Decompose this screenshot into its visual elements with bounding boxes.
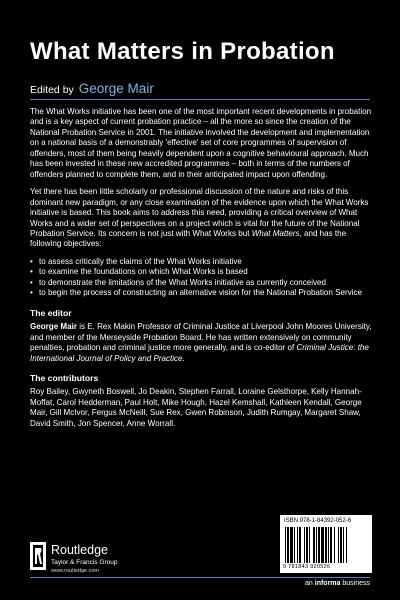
barcode-bars-icon xyxy=(285,527,367,563)
objective-text: to begin the process of constructing an alternative vision for the National Probation Service xyxy=(39,288,362,298)
bullet-icon: • xyxy=(30,277,33,287)
what-matters-italic: What Matters xyxy=(251,228,300,238)
objectives-list xyxy=(30,257,375,299)
routledge-logo-icon xyxy=(30,542,46,575)
informa-name: informa xyxy=(314,580,341,587)
barcode-digits: 9 781843 920526 xyxy=(283,564,331,570)
editor-bio-name: George Mair xyxy=(30,322,77,332)
editor-heading: The editor xyxy=(30,307,72,318)
top-divider xyxy=(30,99,370,100)
objective-text: to examine the foundations on which What Works is based xyxy=(39,267,248,277)
contributors-heading: The contributors xyxy=(30,372,99,383)
editor-bio-text: is E. Rex Makin Professor of Criminal Justice at Liverpool John Moores University, and member of the Merseyside Probation Board. He has written extensively on community penalties, probation and criminal justice more generally, and is co-editor of xyxy=(30,322,372,353)
publisher-url: www.routledge.com xyxy=(51,568,99,574)
list-item xyxy=(30,278,375,288)
informa-business-line xyxy=(305,580,370,587)
blurb-paragraph-2 xyxy=(30,187,375,250)
edited-by-label: Edited by xyxy=(30,84,74,96)
list-item xyxy=(30,267,375,277)
editor-bio xyxy=(30,322,375,364)
journal-title: Criminal Justice: the International Journal of Policy and Practice. xyxy=(30,343,369,363)
isbn-number: ISBN 978-1-84392-052-6 xyxy=(284,518,352,524)
bullet-icon: • xyxy=(30,288,33,298)
barcode xyxy=(280,515,372,573)
bottom-divider xyxy=(30,577,370,578)
objective-text: to demonstrate the limitations of the What Works initiative as currently conceived xyxy=(39,277,326,287)
blurb-paragraph-1: The What Works initiative has been one of the most important recent developments in probation and is a key aspect of current probation practice – all the more so since the creation of the National Probation Service in 2001. The initiative involved the development and implementation on a national basis of a demonstrably 'effective' set of core programmes of supervision of offenders, most of them being heavily dependent upon a cognitive behavioural approach. Much has been invested in these new accredited programmes – both in terms of the numbers of offenders planned to complete them, and in their anticipated impact upon offending. xyxy=(30,107,372,179)
book-title: What Matters in Probation xyxy=(30,38,335,65)
publisher-name: Routledge xyxy=(51,543,108,557)
informa-prefix: an xyxy=(305,580,315,587)
objective-text: to assess critically the claims of the What Works initiative xyxy=(39,256,242,266)
bullet-icon: • xyxy=(30,256,33,266)
editor-name: George Mair xyxy=(78,81,154,96)
informa-suffix: business xyxy=(340,580,370,587)
paragraph-2-text: Yet there has been little scholarly or professional discussion of the nature and risks of this dominant new paradigm, or any close examination of the evidence upon which the What Works initiative is based. This book aims to address this need, providing a critical overview of What Works and a wider set of perspectives on a project which is vital for the future of the National Probation Service. Its concern is not just with What Works but xyxy=(30,187,369,238)
list-item xyxy=(30,257,375,267)
publisher-group: Taylor & Francis Group xyxy=(51,559,118,566)
edited-by-line xyxy=(30,81,154,96)
list-item xyxy=(30,288,375,298)
paragraph-2-end: , and has the following objectives: xyxy=(30,228,347,249)
bullet-icon: • xyxy=(30,267,33,277)
contributors-list: Roy Bailey, Gwyneth Boswell, Jo Deakin, Stephen Farrall, Loraine Gelsthorpe, Kelly Hannah-Moffat, Carol Hedderman, Paul Holt, Mike Hough, Hazel Kemshall, Kathleen Kendall, George Mair, Gill McIvor, Fergus McNeill, Sue Rex, Gwen Robinson, Judith Rumgay, Margaret Shaw, David Smith, Jon Spencer, Anne Worrall. xyxy=(30,387,362,428)
blurb-text xyxy=(30,107,375,436)
